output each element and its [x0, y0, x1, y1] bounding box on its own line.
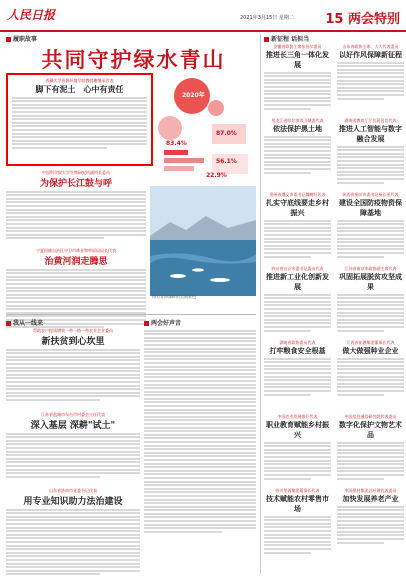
- stat-value-4: 22.9%: [206, 172, 227, 179]
- right-story-kicker: 黑龙江省哈尔滨市卫健委代表: [271, 118, 324, 123]
- right-story-title: 加快发展养老产业: [342, 494, 399, 503]
- story-3-kicker: 宁夏回族自治区中卫市林业和草原局局长代表: [36, 248, 116, 253]
- right-story-title: 打牢粮食安全根基: [269, 346, 326, 355]
- right-story-7[interactable]: [264, 266, 331, 333]
- right-story-5[interactable]: [264, 192, 331, 259]
- right-story-kicker: 陕西省铜川市委书记杨长亚代表: [342, 192, 399, 197]
- right-story-title: 做大做强种业企业: [342, 346, 399, 355]
- right-story-title: 依法保护黑土地: [273, 124, 322, 133]
- right-story-title: 巩固拓展脱贫攻坚成果: [339, 272, 402, 291]
- right-story-6[interactable]: [337, 192, 404, 259]
- right-story-1[interactable]: [264, 44, 331, 111]
- bottom-left-story-2[interactable]: [6, 412, 140, 479]
- bl-story-2-title: 深入基层 深耕"试土": [30, 421, 116, 431]
- right-story-body: [337, 442, 404, 480]
- story-3-title: 治黄河润走腾思: [44, 257, 108, 267]
- right-story-title: 以好作风保障新征程: [339, 50, 402, 59]
- right-story-title: 职业教育赋能乡村振兴: [266, 420, 329, 439]
- svg-text:人民日报: 人民日报: [7, 8, 56, 22]
- right-story-body: [264, 72, 331, 110]
- right-story-4[interactable]: [337, 118, 404, 185]
- bl-story-2-kicker: 江苏省盐城市东台市村委会主任代表: [41, 412, 105, 417]
- infographic-graphic: [156, 74, 256, 184]
- right-story-kicker: 四川华西集团董事长代表: [275, 488, 320, 493]
- bl-story-3-body: [6, 509, 140, 576]
- right-story-3[interactable]: [264, 118, 331, 175]
- right-story-body: [337, 358, 404, 396]
- bl-story-1-body: [6, 349, 140, 401]
- right-story-kicker: 中国农业发展银行代表: [277, 414, 318, 419]
- infographic: [156, 74, 256, 184]
- bottom-left-story-3[interactable]: [6, 488, 140, 577]
- stat-value-2: 83.4%: [166, 140, 187, 147]
- right-story-9[interactable]: [264, 340, 331, 397]
- right-column: [264, 44, 404, 574]
- right-story-title: 建设全国防疫物资保障基地: [339, 198, 402, 217]
- right-story-body: [264, 516, 331, 554]
- story-2-body: [6, 191, 146, 240]
- right-story-13[interactable]: [264, 488, 331, 555]
- right-story-14[interactable]: [337, 488, 404, 545]
- right-story-title: 推进新工业化创新发展: [266, 272, 329, 291]
- stat-year: 2020年: [182, 92, 205, 99]
- right-story-kicker: 四川省自贡市委书记委员代表: [271, 266, 324, 271]
- bl-story-3-title: 用专业知识助力法治建设: [23, 497, 123, 507]
- lake-photo-image: [150, 186, 256, 302]
- right-story-body: [337, 294, 404, 332]
- bottom-mid-column: [144, 328, 256, 534]
- right-story-kicker: 中国建材集团总经理代表委员: [344, 488, 397, 493]
- right-story-title: 推进人工智能与数字融合发展: [339, 124, 402, 143]
- section-tag-bottom-mid: 两会好声音: [144, 318, 181, 327]
- issue-date: 2021年3月15日 星期二: [240, 15, 294, 21]
- right-story-body: [337, 146, 404, 184]
- right-story-title: 扎实守底线要走乡村振兴: [266, 198, 329, 217]
- right-story-kicker: 江西省化德集团董事长代表: [346, 340, 395, 345]
- main-headline: 共同守护绿水青山: [41, 47, 226, 72]
- feature-body: [12, 97, 147, 149]
- bl-story-1-kicker: 帮助农户提质增效一带一路一带农业企业委员: [33, 328, 113, 333]
- right-story-body: [337, 506, 404, 544]
- right-story-body: [264, 136, 331, 174]
- section-tag-mid-right: 新征程 话担当: [264, 34, 309, 43]
- bottom-left-story-1[interactable]: [6, 328, 140, 403]
- masthead: [0, 0, 406, 32]
- bl-story-3-kicker: 山东省济南市党委书记代表: [49, 488, 97, 493]
- feature-article-box[interactable]: [6, 73, 153, 166]
- right-story-12[interactable]: [337, 414, 404, 481]
- right-story-body: [264, 220, 331, 258]
- photo-caption: 图为青海湖畔的美丽景色: [152, 294, 196, 299]
- right-story-body: [264, 358, 331, 396]
- right-story-body: [337, 62, 404, 100]
- newspaper-logo: [6, 5, 58, 23]
- section-tag-bottom-left: 我从一线来: [6, 318, 43, 327]
- right-story-kicker: 山东省政协主席、人大代表委员: [342, 44, 399, 49]
- right-story-kicker: 湖南省政协委员代表: [279, 340, 316, 345]
- story-2-title: 为保护长江鼓与呼: [39, 179, 112, 189]
- right-story-body: [337, 220, 404, 258]
- right-story-8[interactable]: [337, 266, 404, 333]
- right-story-11[interactable]: [264, 414, 331, 481]
- right-story-title: 技术赋能农村零售市场: [266, 494, 329, 513]
- right-story-body: [264, 294, 331, 332]
- bl-story-2-body: [6, 433, 140, 478]
- feature-kicker: 西藏大学资源环境学院教授谢继承代表: [45, 78, 114, 83]
- story-2[interactable]: [6, 170, 146, 241]
- right-story-body: [264, 442, 331, 480]
- right-story-kicker: 江苏省南京市政协副主席代表: [344, 266, 397, 271]
- right-story-10[interactable]: [337, 340, 404, 397]
- story-2-kicker: 中国科学院大学生物研究所副所长委员: [42, 170, 110, 175]
- lake-photo: [150, 186, 256, 302]
- right-story-kicker: 安徽省政协主席张昌尔委员: [273, 44, 322, 49]
- right-story-title: 推进长三角一体化发展: [266, 50, 329, 69]
- stat-value-1: 87.0%: [216, 130, 237, 137]
- section-tag-top: 履职故事: [6, 34, 37, 43]
- right-story-2[interactable]: [337, 44, 404, 101]
- right-story-kicker: 贵州省遵义市委书记魏树旺代表: [269, 192, 326, 197]
- right-story-kicker: 中国信息通信研究院代表委员: [344, 414, 397, 419]
- feature-title: 脚下有泥土 心中有责任: [35, 84, 124, 94]
- stat-value-3: 56.1%: [216, 158, 237, 165]
- right-story-kicker: 湖南省教育厅厅长蒋昌忠代表: [344, 118, 397, 123]
- page-label: 15 两会特别: [325, 12, 400, 27]
- bl-story-1-title: 新扶贫到心坎里: [41, 337, 105, 347]
- right-story-title: 数字化保护文物艺术品: [339, 420, 402, 439]
